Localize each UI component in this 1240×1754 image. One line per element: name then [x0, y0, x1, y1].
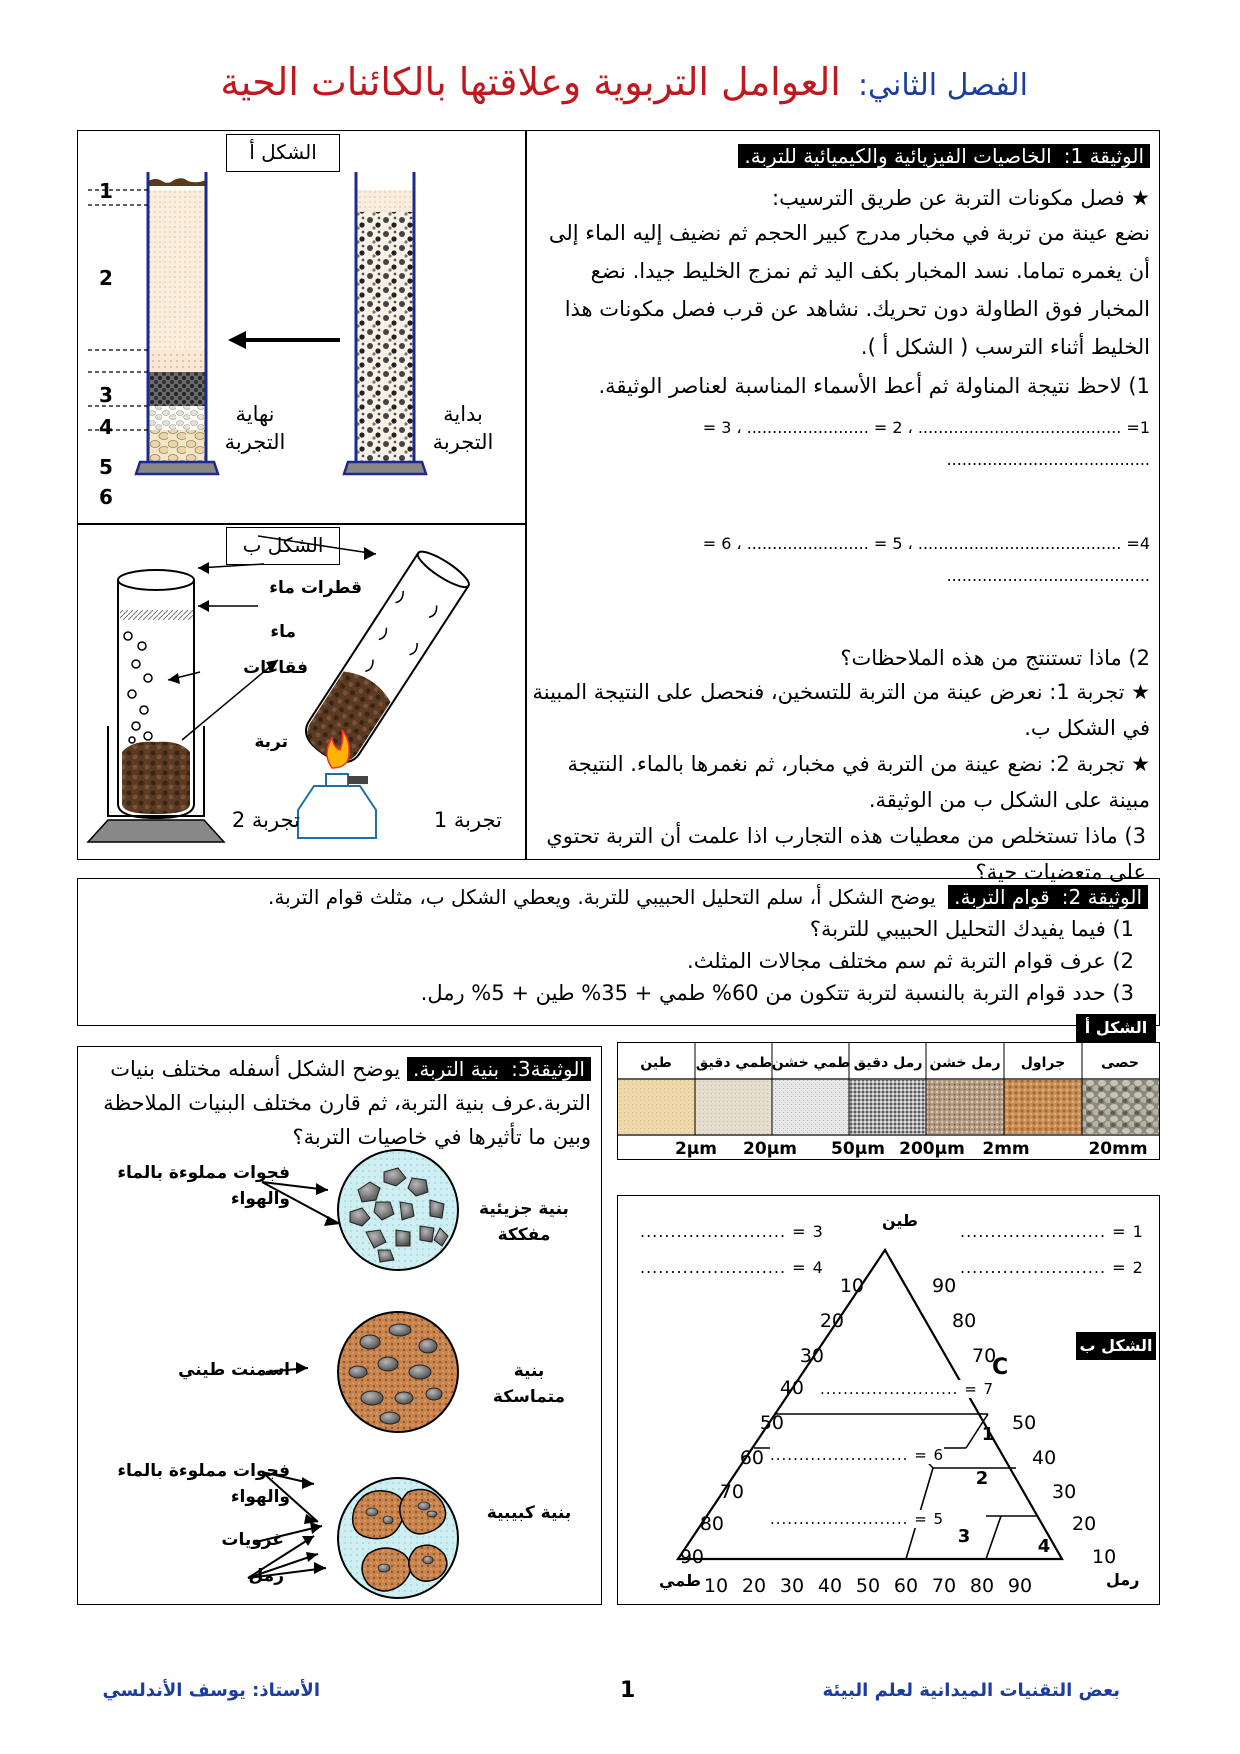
doc1-divider-vertical	[525, 130, 527, 860]
swatch-coarse-silt	[772, 1080, 849, 1134]
layer-number-4: 4	[99, 415, 113, 439]
grain-name-coarse-silt: طمي خشن	[771, 1055, 851, 1071]
doc2-tag: الوثيقة 2:	[1056, 885, 1148, 909]
grain-name-coarse-sand: رمل خشن	[929, 1055, 1001, 1071]
fig-b-water-drops-label: قطرات ماء	[269, 578, 362, 598]
bottom-tick-70: 70	[931, 1575, 957, 1597]
exp2-tube-water-surface	[120, 610, 194, 620]
chapter-prefix: الفصل الثاني:	[857, 68, 1028, 103]
footer-left: الأستاذ: يوسف الأندلسي	[102, 1680, 320, 1701]
right-tick-80: 80	[952, 1310, 977, 1332]
grain-size-20um: 20µm	[743, 1139, 797, 1159]
left-tick-40: 40	[779, 1377, 804, 1399]
bottom-tick-80: 80	[969, 1575, 995, 1597]
triangle-answer-7: 7 = ........................	[820, 1380, 995, 1398]
doc1-title: الخاصيات الفيزيائية والكيميائية للتربة.	[738, 144, 1057, 168]
doc2-fig-b-label-text: الشكل ب	[1079, 1336, 1153, 1355]
doc2-fig-b-label	[1076, 1332, 1156, 1360]
layer-number-2: 2	[99, 266, 113, 290]
cylinder-end-base	[136, 462, 218, 474]
page-header	[28, 60, 1028, 104]
triangle-top-label: طين	[882, 1211, 918, 1230]
fig-b-bubbles-label: فقاعات	[243, 658, 308, 678]
doc2-heading	[90, 881, 1148, 913]
left-tick-50: 50	[759, 1412, 784, 1434]
triangle-answer-4: 4 = ........................	[640, 1258, 824, 1277]
doc1-paragraph: نضع عينة من تربة في مخبار مدرج كبير الحجم ثم نضيف إليه الماء إلى أن يغمره تماما. نسد المخبار بكف اليد ثم نمزج الخليط جيدا. نضع المخبار فوق الطاولة دون تحريك. نشاهد عن قرب فصل مكونات هذا الخليط أثناء الترسب ( الشكل أ ).	[548, 221, 1150, 359]
chapter-title: العوامل التربوية وعلاقتها بالكائنات الحية	[220, 60, 841, 104]
fig-b-title: الشكل ب	[242, 533, 324, 557]
cylinder-end-layer6	[148, 430, 206, 462]
grain-name-clay: طين	[640, 1055, 672, 1071]
left-tick-80: 80	[699, 1513, 724, 1535]
doc2-question-3: 3) حدد قوام التربة بالنسبة لتربة تتكون من 60% طمي + 35% طين + 5% رمل.	[420, 981, 1134, 1005]
bottom-tick-10: 10	[703, 1575, 729, 1597]
triangle-left-label: طمي	[659, 1571, 701, 1590]
exp2-stand-base	[88, 820, 224, 842]
fig-a-start-label: بداية التجربة	[432, 402, 494, 454]
footer-right: بعض التقنيات الميدانية لعلم البيئة	[822, 1680, 1120, 1701]
right-tick-40: 40	[1032, 1447, 1057, 1469]
bottom-tick-20: 20	[741, 1575, 767, 1597]
right-tick-10: 10	[1092, 1546, 1117, 1568]
cylinder-start-top	[356, 190, 414, 212]
triangle-c-label: C	[992, 1355, 1009, 1380]
right-tick-50: 50	[1012, 1412, 1037, 1434]
doc1-tag: الوثيقة 1:	[1058, 144, 1150, 168]
swatch-clay	[618, 1080, 695, 1134]
grain-scale-swatches	[618, 1043, 1159, 1159]
left-tick-60: 60	[739, 1447, 764, 1469]
bottom-tick-60: 60	[893, 1575, 919, 1597]
triangle-right-label: رمل	[1106, 1570, 1140, 1589]
layer-number-3: 3	[99, 383, 113, 407]
zone-2: 2	[975, 1468, 989, 1489]
doc2-fig-a-label-text: الشكل أ	[1084, 1018, 1148, 1037]
grain-name-pebbles: حصى	[1100, 1055, 1140, 1071]
doc2-intro: يوضح الشكل أ، سلم التحليل الحبيبي للتربة. ويعطي الشكل ب، مثلث قوام التربة.	[268, 885, 936, 909]
grain-size-2mm: 2mm	[982, 1139, 1030, 1159]
doc3-text	[86, 1052, 591, 1154]
doc1-question-3: 3) ماذا تستخلص من معطيات هذه التجارب اذا علمت أن التربة تحتوي على متعضيات حية؟	[546, 824, 1146, 884]
cylinder-start-mix	[356, 212, 414, 462]
exp2-soil	[122, 742, 190, 814]
left-tick-30: 30	[799, 1345, 824, 1367]
structure-3-name: بنية كبيبية	[486, 1503, 572, 1523]
structure-3-sand-label: رمل	[248, 1566, 284, 1586]
swatch-fine-silt	[695, 1080, 772, 1134]
doc2-text	[90, 881, 1148, 1009]
doc1-star1: ★ فصل مكونات التربة عن طريق الترسيب:	[772, 186, 1150, 210]
grain-size-20mm: 20mm	[1088, 1139, 1148, 1159]
layer-number-6: 6	[99, 485, 113, 509]
doc2-question-2: 2) عرف قوام التربة ثم سم مختلف مجالات المثلث.	[687, 949, 1134, 973]
doc2-fig-a-label	[1076, 1014, 1156, 1042]
structure-3-label: فجوات مملوءة بالماء والهواء	[117, 1461, 290, 1507]
grain-size-2um: 2µm	[674, 1139, 718, 1159]
right-tick-20: 20	[1072, 1513, 1097, 1535]
grain-size-200um: 200µm	[899, 1139, 965, 1159]
structure-1-label: فجوات مملوءة بالماء والهواء	[117, 1163, 290, 1209]
cylinder-end-layer3	[148, 350, 206, 372]
cylinder-end-organic-layer	[148, 178, 206, 186]
cylinder-start-base	[344, 462, 426, 474]
grain-size-50um: 50µm	[831, 1139, 885, 1159]
cylinder-end-layer4	[148, 372, 206, 406]
fig-a-title: الشكل أ	[249, 140, 317, 164]
zone-3: 3	[957, 1526, 971, 1547]
doc3-description: يوضح الشكل أسفله مختلف بنيات التربة.عرف بنية التربة، ثم قارن مختلف البنيات الملاحظة وبين ما تأثيرها في خاصيات التربة؟	[103, 1057, 591, 1149]
fig-a-end-label: نهاية التجربة	[224, 402, 286, 454]
layer-number-1: 1	[99, 179, 113, 203]
swatch-gravel	[1004, 1080, 1082, 1134]
doc3-tag: الوثيقة3:	[505, 1057, 591, 1081]
structure-2-label: اسمنت طيني	[178, 1360, 290, 1380]
doc1-answers-row1: 1= ........................................ ، 2 = ........................ ، 3 = ........................................	[702, 418, 1150, 469]
fig-b-exp1-label: تجربة 1	[433, 808, 502, 832]
triangle-answer-3: 3 = ........................	[640, 1222, 824, 1241]
right-tick-70: 70	[972, 1345, 997, 1367]
left-tick-90: 90	[679, 1546, 704, 1568]
cylinder-end-water	[148, 190, 206, 350]
swatch-pebbles	[1082, 1080, 1159, 1134]
triangle-answer-6: 6 = ........................	[770, 1446, 945, 1464]
footer-page-number: 1	[620, 1678, 636, 1703]
triangle-answer-5-text: 5 = ........................	[770, 1510, 945, 1528]
doc1-experiment-1: ★ تجربة 1: نعرض عينة من التربة للتسخين، فنحصل على النتيجة المبينة في الشكل ب.	[532, 680, 1150, 740]
doc2-title: قوام التربة.	[948, 885, 1056, 909]
left-tick-10: 10	[839, 1275, 864, 1297]
left-tick-70: 70	[719, 1481, 744, 1503]
cylinder-end-layer5	[148, 406, 206, 430]
structure-1-name: بنية جزيئية مفككة	[479, 1199, 569, 1245]
fig-b-water-label: ماء	[270, 622, 296, 642]
zone-4: 4	[1037, 1536, 1051, 1557]
doc1-question-1: 1) لاحظ نتيجة المناولة ثم أعط الأسماء المناسبة لعناصر الوثيقة.	[598, 374, 1150, 398]
bottom-tick-30: 30	[779, 1575, 805, 1597]
doc2-question-1: 1) فيما يفيدك التحليل الحبيبي للتربة؟	[809, 917, 1134, 941]
bottom-tick-50: 50	[855, 1575, 881, 1597]
bottom-tick-40: 40	[817, 1575, 843, 1597]
zone-1: 1	[981, 1424, 995, 1445]
doc1-question-2: 2) ماذا تستنتج من هذه الملاحظات؟	[840, 646, 1150, 670]
grain-name-fine-sand: رمل دقيق	[853, 1055, 923, 1071]
fig-a-diagram	[78, 160, 524, 522]
swatch-fine-sand	[849, 1080, 926, 1134]
fig-b-exp2-label: تجربة 2	[231, 808, 300, 832]
bottom-tick-90: 90	[1007, 1575, 1033, 1597]
right-tick-30: 30	[1052, 1481, 1077, 1503]
doc1-heading	[532, 140, 1150, 172]
grain-name-gravel: جراول	[1020, 1055, 1066, 1071]
triangle-answer-2: 2 = ........................	[960, 1258, 1144, 1277]
doc1-divider-horizontal	[77, 523, 526, 525]
fig-b-soil-label: تربة	[254, 732, 288, 752]
triangle-answer-1: 1 = ........................	[960, 1222, 1144, 1241]
doc1-answers-row2: 4= ........................................ ، 5 = ........................ ، 6 = ........................................	[702, 534, 1150, 585]
layer-number-5: 5	[99, 455, 113, 479]
doc1-experiment-2: ★ تجربة 2: نضع عينة من التربة في مخبار، ثم نغمرها بالماء. النتيجة مبينة على الشكل ب من الوثيقة.	[567, 752, 1150, 812]
structure-3-colloids-label: غرويات	[221, 1530, 284, 1550]
doc3-title: بنية التربة.	[407, 1057, 505, 1081]
right-tick-90: 90	[932, 1275, 957, 1297]
grain-name-fine-silt: طمي دقيق	[695, 1055, 773, 1071]
structure-2-name: بنية متماسكة	[492, 1361, 566, 1407]
doc1-text	[532, 140, 1150, 890]
left-tick-20: 20	[819, 1310, 844, 1332]
swatch-coarse-sand	[926, 1080, 1004, 1134]
exp1-burner	[298, 786, 376, 838]
